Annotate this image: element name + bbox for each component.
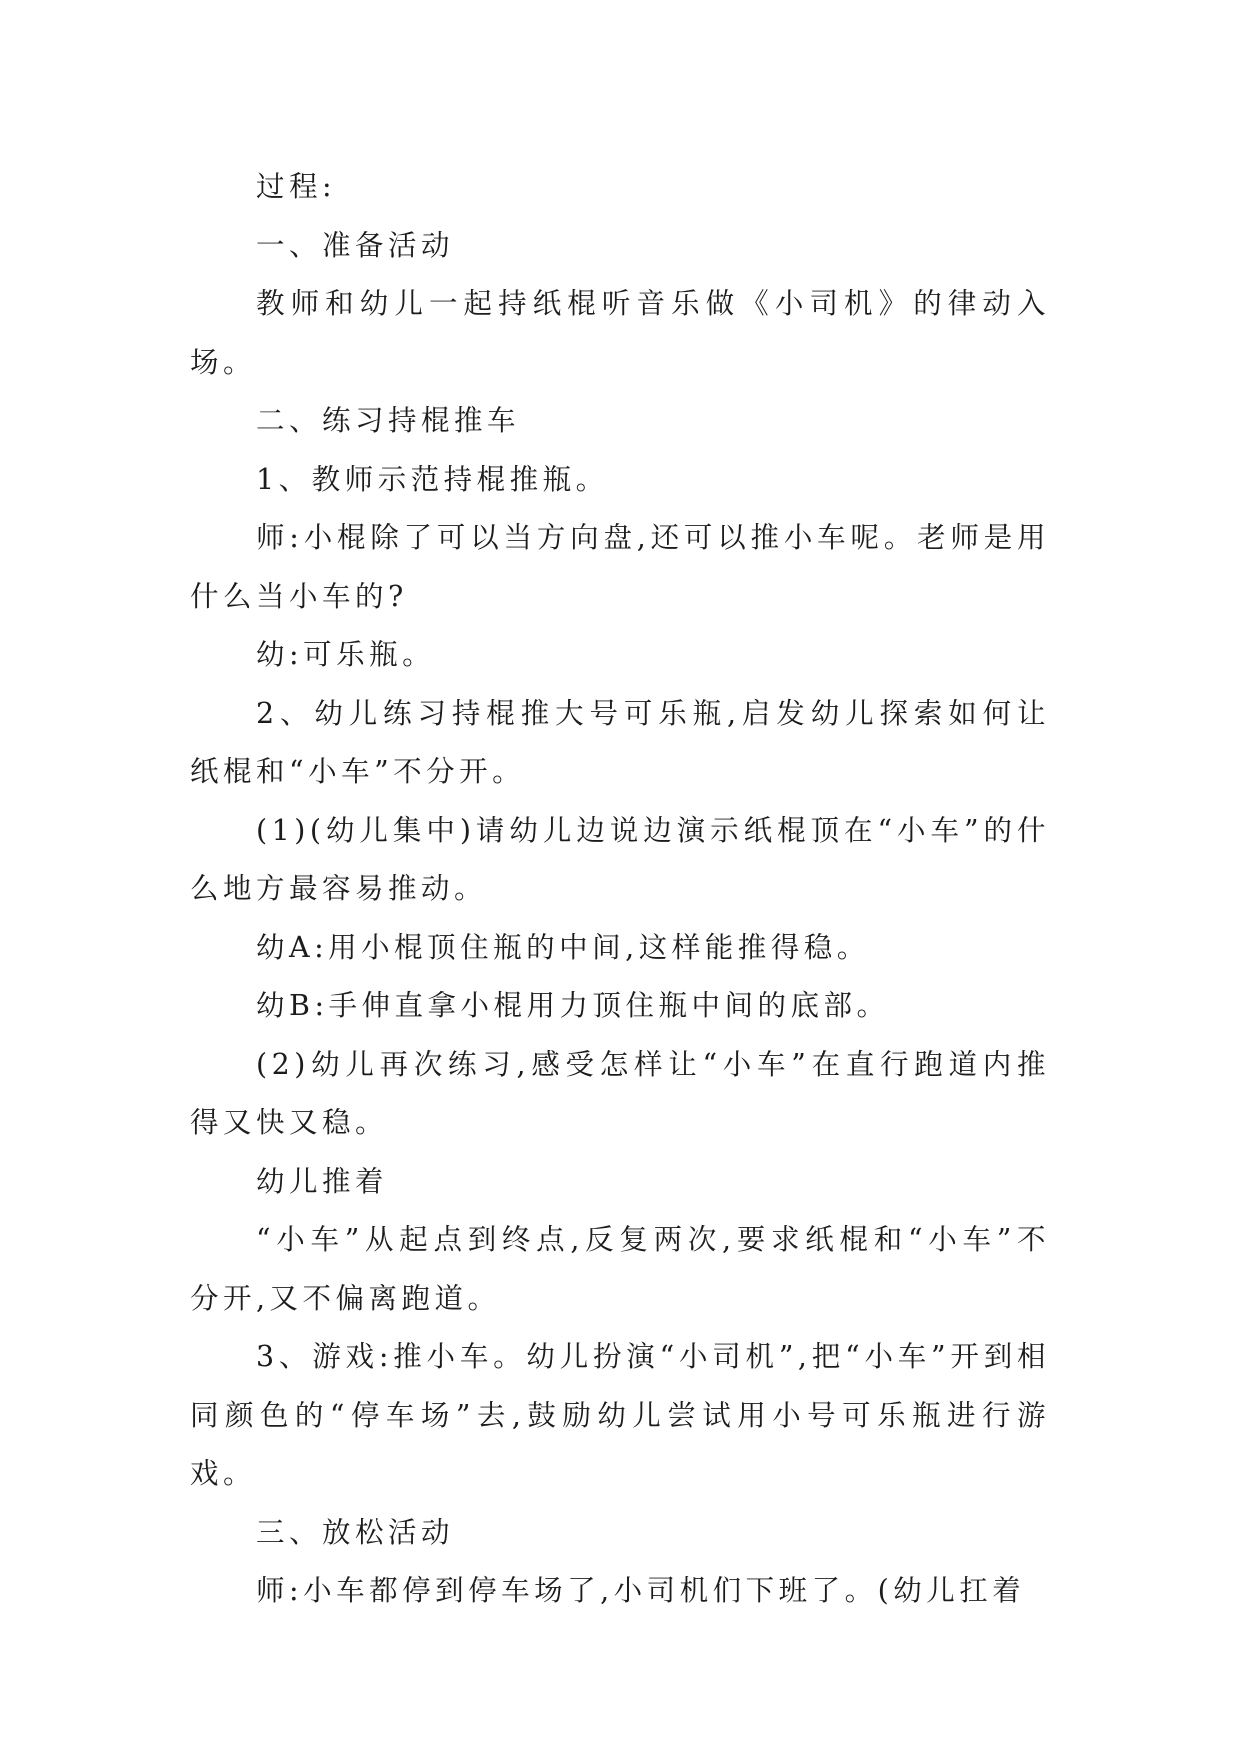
section-heading-preparation: 一、准备活动: [256, 228, 455, 262]
paragraph: “小车”从起点到终点,反复两次,要求纸棍和“小车”不分开,又不偏离跑道。: [190, 1223, 1050, 1315]
paragraph: (2)幼儿再次练习,感受怎样让“小车”在直行跑道内推得又快又稳。: [190, 1047, 1050, 1139]
paragraph: 幼:可乐瓶。: [256, 638, 436, 671]
document-body: [190, 158, 1050, 1621]
section-heading-practice: 二、练习持棍推车: [256, 404, 521, 437]
paragraph: 幼A:用小棍顶住瓶的中间,这样能推得稳。: [256, 930, 870, 964]
paragraph: 幼儿推着: [256, 1164, 389, 1198]
section-heading-relax: 三、放松活动: [256, 1515, 455, 1549]
paragraph: 3、游戏:推小车。幼儿扮演“小司机”,把“小车”开到相同颜色的“停车场”去,鼓励幼儿尝试用小号可乐瓶进行游戏。: [190, 1340, 1050, 1490]
paragraph: 幼B:手伸直拿小棍用力顶住瓶中间的底部。: [256, 989, 890, 1022]
paragraph: (1)(幼儿集中)请幼儿边说边演示纸棍顶在“小车”的什么地方最容易推动。: [190, 813, 1050, 905]
paragraph: 师:小棍除了可以当方向盘,还可以推小车呢。老师是用什么当小车的?: [190, 521, 1050, 613]
paragraph-process-heading: 过程:: [256, 170, 337, 203]
paragraph: 教师和幼儿一起持纸棍听音乐做《小司机》的律动入场。: [190, 287, 1050, 379]
paragraph: 师:小车都停到停车场了,小司机们下班了。(幼儿扛着: [256, 1574, 1026, 1607]
paragraph: 1、教师示范持棍推瓶。: [256, 462, 609, 496]
paragraph: 2、幼儿练习持棍推大号可乐瓶,启发幼儿探索如何让纸棍和“小车”不分开。: [190, 696, 1050, 788]
